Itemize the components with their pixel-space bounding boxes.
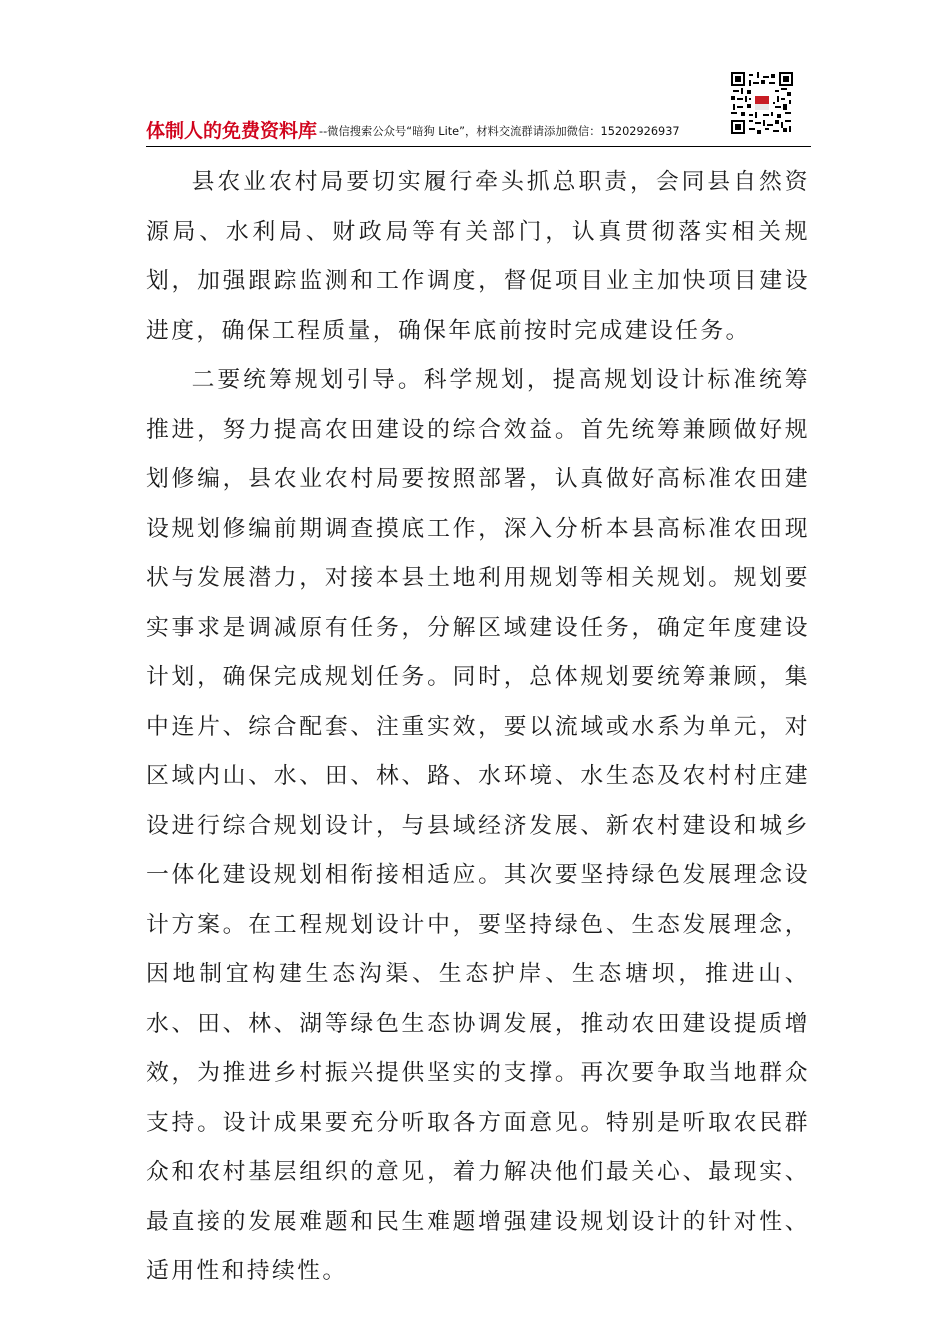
paragraph: 二要统筹规划引导。科学规划，提高规划设计标准统筹推进，努力提高农田建设的综合效益。首先统筹兼顾做好规划修编，县农业农村局要按照部署，认真做好高标准农田建设规划修编前期调查摸底工作，深入分析本县高标准农田现状与发展潜力，对接本县土地利用规划等相关规划。规划要实事求是调减原有任务，分解区域建设任务，确定年度建设计划，确保完成规划任务。同时，总体规划要统筹兼顾，集中连片、综合配套、注重实效，要以流域或水系为单元，对区域内山、水、田、林、路、水环境、水生态及农村村庄建设进行综合规划设计，与县域经济发展、新农村建设和城乡一体化建设规划相衔接相适应。其次要坚持绿色发展理念设计方案。在工程规划设计中，要坚持绿色、生态发展理念，因地制宜构建生态沟渠、生态护岸、生态塘坝，推进山、水、田、林、湖等绿色生态协调发展，推动农田建设提质增效，为推进乡村振兴提供坚实的支撑。再次要争取当地群众支持。设计成果要充分听取各方面意见。特别是听取农民群众和农村基层组织的意见，着力解决他们最关心、最现实、最直接的发展难题和民生难题增强建设规划设计的针对性、适用性和持续性。 — [146, 367, 810, 1284]
header-tagline: --微信搜索公众号“暗狗 Lite”，材料交流群请添加微信：15202926937 — [319, 125, 680, 138]
document-body — [146, 158, 810, 1297]
page-header — [146, 118, 811, 147]
brand-title: 体制人的免费资料库 — [146, 120, 318, 142]
paragraph: 县农业农村局要切实履行牵头抓总职责，会同县自然资源局、水利局、财政局等有关部门，认真贯彻落实相关规划，加强跟踪监测和工作调度，督促项目业主加快项目建设进度，确保工程质量，确保年底前按时完成建设任务。 — [146, 169, 810, 344]
